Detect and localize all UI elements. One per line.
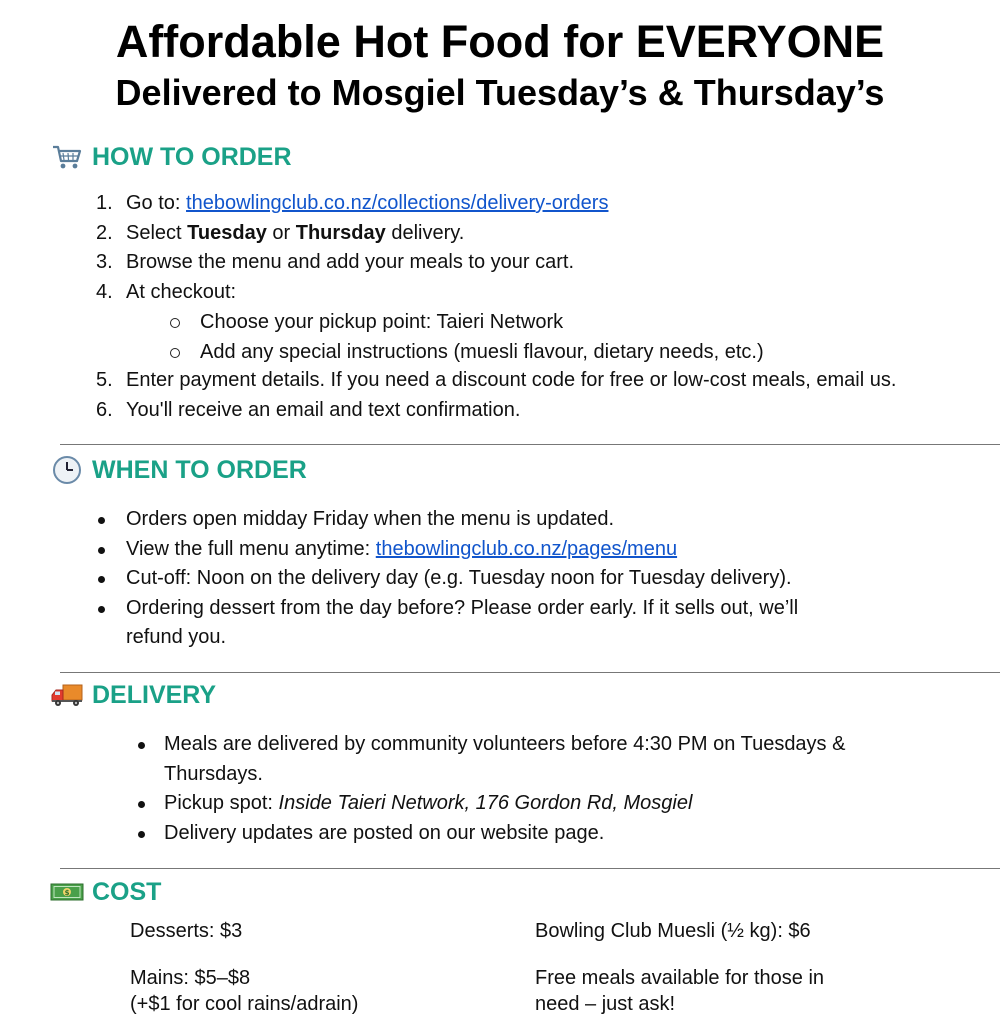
free-meals-note-continued: need – just ask!: [535, 993, 676, 1015]
menu-link[interactable]: thebowlingclub.co.nz/pages/menu: [375, 537, 678, 560]
order-steps-list: [96, 189, 896, 425]
section-divider: [60, 868, 1000, 869]
order-step: [96, 278, 896, 308]
title-line-1: Affordable Hot Food for EVERYONE: [115, 16, 885, 67]
cost-title: COST: [92, 877, 162, 906]
cost-heading: [50, 876, 161, 908]
free-meals-note: Free meals available for those in: [535, 967, 825, 989]
bullet-icon: [138, 742, 145, 749]
thursday-bold: Thursday: [295, 221, 386, 244]
subitem-text: Choose your pickup point: Taieri Network: [200, 311, 564, 333]
list-item: [138, 789, 958, 819]
step-number: 3.: [96, 251, 113, 273]
step-text: Select: [126, 221, 188, 244]
list-item: [98, 564, 898, 594]
item-text-line-2: refund you.: [126, 626, 227, 648]
hollow-bullet-icon: [170, 318, 180, 328]
order-step: [96, 396, 896, 426]
item-text: [98, 594, 898, 653]
item-text: [138, 789, 958, 819]
tuesday-bold: Tuesday: [187, 221, 267, 244]
list-item: [98, 535, 898, 565]
order-step: [96, 366, 896, 396]
step-text: At checkout:: [126, 280, 237, 303]
bullet-icon: [98, 576, 105, 583]
when-to-order-heading: [50, 454, 307, 486]
step-number: 1.: [96, 192, 113, 214]
item-text: Cut-off: Noon on the delivery day (e.g. Tuesday noon for Tuesday delivery).: [126, 567, 792, 589]
step-number: 6.: [96, 398, 113, 421]
checkout-subitem: [170, 338, 764, 368]
order-step: [96, 248, 896, 278]
step-number: 4.: [96, 280, 113, 303]
section-divider: [60, 672, 1000, 673]
list-item: [138, 819, 958, 849]
item-text-line-2: Thursdays.: [164, 762, 263, 785]
item-text: [98, 535, 898, 565]
muesli-price: Bowling Club Muesli (½ kg): $6: [535, 920, 811, 942]
how-to-order-heading: [50, 141, 292, 173]
mains-price: Mains: $5–$8: [130, 967, 251, 989]
when-to-order-list: [98, 505, 898, 653]
shopping-cart-icon: [50, 141, 84, 173]
item-text: Delivery updates are posted on our website page.: [164, 821, 605, 844]
title-line-2: Delivered to Mosgiel Tuesday’s & Thursday’s: [115, 72, 885, 113]
list-item: [98, 594, 898, 653]
step-text: delivery.: [385, 221, 465, 244]
delivery-truck-icon: [50, 679, 84, 711]
bullet-icon: [98, 606, 105, 613]
money-icon: [50, 876, 84, 908]
step-text: Enter payment details. If you need a discount code for free or low-cost meals, email us.: [126, 369, 897, 391]
step-text: or: [266, 221, 296, 244]
svg-text:$: $: [64, 889, 70, 897]
checkout-subitem: [170, 308, 764, 338]
list-item: [138, 730, 958, 789]
item-text-prefix: Pickup spot:: [164, 792, 279, 814]
how-to-order-title: HOW TO ORDER: [92, 142, 292, 171]
section-divider: [60, 444, 1000, 445]
delivery-title: DELIVERY: [92, 680, 217, 709]
bullet-icon: [98, 517, 105, 524]
clock-icon: [50, 454, 84, 486]
delivery-orders-link[interactable]: thebowlingclub.co.nz/collections/delivery-orders: [186, 192, 609, 214]
order-step: [96, 189, 896, 219]
mains-price-note: (+$1 for cool rains/adrain): [130, 993, 359, 1015]
item-text-prefix: View the full menu anytime:: [126, 537, 376, 560]
bullet-icon: [138, 801, 145, 808]
step-number: 5.: [96, 369, 113, 391]
bullet-icon: [98, 547, 105, 554]
item-text: [138, 730, 958, 789]
item-text: Orders open midday Friday when the menu is updated.: [126, 508, 615, 530]
step-number: 2.: [96, 221, 113, 244]
order-step: [96, 219, 896, 249]
step-text: Go to:: [126, 192, 187, 214]
item-text-line-1: Ordering dessert from the day before? Please order early. If it sells out, we’ll: [126, 596, 799, 619]
checkout-sublist: [170, 308, 764, 367]
bullet-icon: [138, 831, 145, 838]
item-text-line-1: Meals are delivered by community volunteers before 4:30 PM on Tuesdays &: [164, 733, 846, 755]
delivery-list: [138, 730, 958, 848]
step-text: Browse the menu and add your meals to your cart.: [126, 251, 575, 273]
hollow-bullet-icon: [170, 348, 180, 358]
delivery-heading: [50, 679, 216, 711]
when-to-order-title: WHEN TO ORDER: [92, 455, 307, 484]
desserts-price: Desserts: $3: [130, 920, 243, 942]
list-item: [98, 505, 898, 535]
subitem-text: Add any special instructions (muesli flavour, dietary needs, etc.): [200, 340, 764, 363]
pickup-address: Inside Taieri Network, 176 Gordon Rd, Mosgiel: [278, 792, 693, 814]
step-text: You'll receive an email and text confirmation.: [126, 398, 521, 421]
